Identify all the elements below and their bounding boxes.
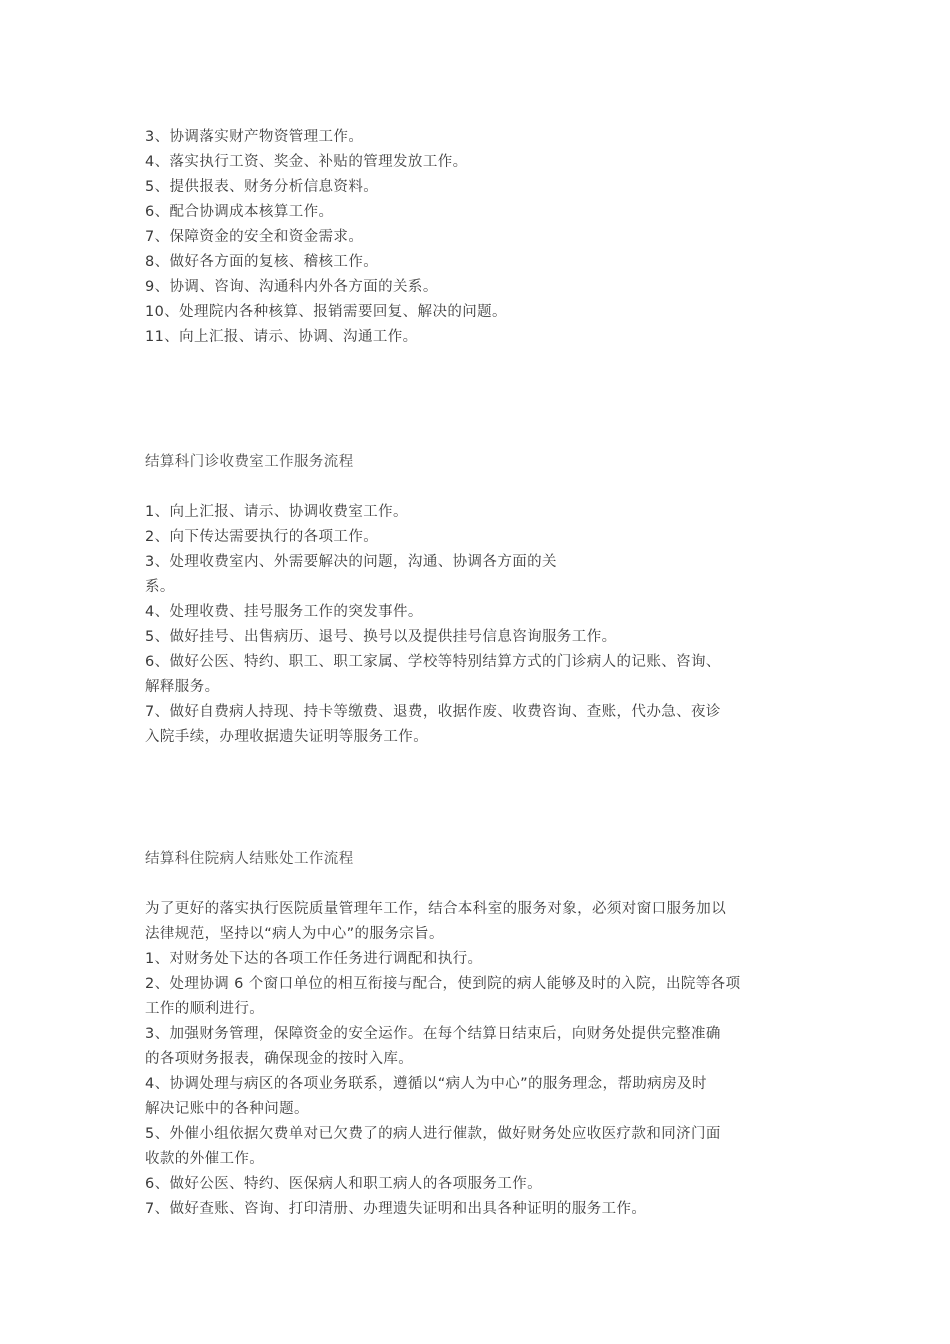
list-item: 7、做好查账、咨询、打印清册、办理遗失证明和出具各种证明的服务工作。 [145, 1201, 647, 1217]
list-item: 6、做好公医、特约、医保病人和职工病人的各项服务工作。 [145, 1176, 543, 1192]
section-inpatient-settlement [145, 847, 825, 1222]
section-title: 结算科门诊收费室工作服务流程 [145, 454, 354, 470]
list-item: 1、对财务处下达的各项工作任务进行调配和执行。 [145, 951, 483, 967]
list-item: 7、保障资金的安全和资金需求。 [145, 229, 364, 245]
list-item: 解释服务。 [145, 679, 220, 695]
list-item: 4、落实执行工资、奖金、补贴的管理发放工作。 [145, 154, 468, 170]
list-item: 10、处理院内各种核算、报销需要回复、解决的问题。 [145, 304, 507, 320]
list-item: 8、做好各方面的复核、稽核工作。 [145, 254, 379, 270]
list-item: 4、协调处理与病区的各项业务联系，遵循以“病人为中心”的服务理念，帮助病房及时 [145, 1076, 707, 1092]
section-finance-duties [145, 125, 825, 350]
section-outpatient-billing [145, 450, 825, 750]
list-item: 5、做好挂号、出售病历、退号、换号以及提供挂号信息咨询服务工作。 [145, 629, 617, 645]
list-item: 11、向上汇报、请示、协调、沟通工作。 [145, 329, 418, 345]
list-item: 为了更好的落实执行医院质量管理年工作，结合本科室的服务对象，必须对窗口服务加以 [145, 901, 727, 917]
list-item: 9、协调、咨询、沟通科内外各方面的关系。 [145, 279, 438, 295]
list-item: 收款的外催工作。 [145, 1151, 265, 1167]
list-item: 3、加强财务管理，保障资金的安全运作。在每个结算日结束后，向财务处提供完整准确 [145, 1026, 721, 1042]
list-item: 6、配合协调成本核算工作。 [145, 204, 334, 220]
list-item: 系。 [145, 579, 175, 595]
list-item: 2、处理协调 6 个窗口单位的相互衔接与配合，使到院的病人能够及时的入院，出院等各项 [145, 976, 741, 992]
list-item: 5、提供报表、财务分析信息资料。 [145, 179, 379, 195]
list-item: 解决记账中的各种问题。 [145, 1101, 309, 1117]
list-item: 入院手续，办理收据遗失证明等服务工作。 [145, 729, 429, 745]
list-item: 工作的顺利进行。 [145, 1001, 265, 1017]
list-item: 3、处理收费室内、外需要解决的问题，沟通、协调各方面的关 [145, 554, 557, 570]
list-item: 的各项财务报表，确保现金的按时入库。 [145, 1051, 414, 1067]
list-item: 5、外催小组依据欠费单对已欠费了的病人进行催款，做好财务处应收医疗款和同济门面 [145, 1126, 721, 1142]
list-item: 3、协调落实财产物资管理工作。 [145, 129, 364, 145]
list-item: 4、处理收费、挂号服务工作的突发事件。 [145, 604, 423, 620]
list-item: 1、向上汇报、请示、协调收费室工作。 [145, 504, 408, 520]
section-title: 结算科住院病人结账处工作流程 [145, 851, 354, 867]
list-item: 6、做好公医、特约、职工、职工家属、学校等特别结算方式的门诊病人的记账、咨询、 [145, 654, 721, 670]
list-item: 7、做好自费病人持现、持卡等缴费、退费，收据作废、收费咨询、查账，代办急、夜诊 [145, 704, 721, 720]
list-item: 法律规范，坚持以“病人为中心”的服务宗旨。 [145, 926, 444, 942]
list-item: 2、向下传达需要执行的各项工作。 [145, 529, 379, 545]
